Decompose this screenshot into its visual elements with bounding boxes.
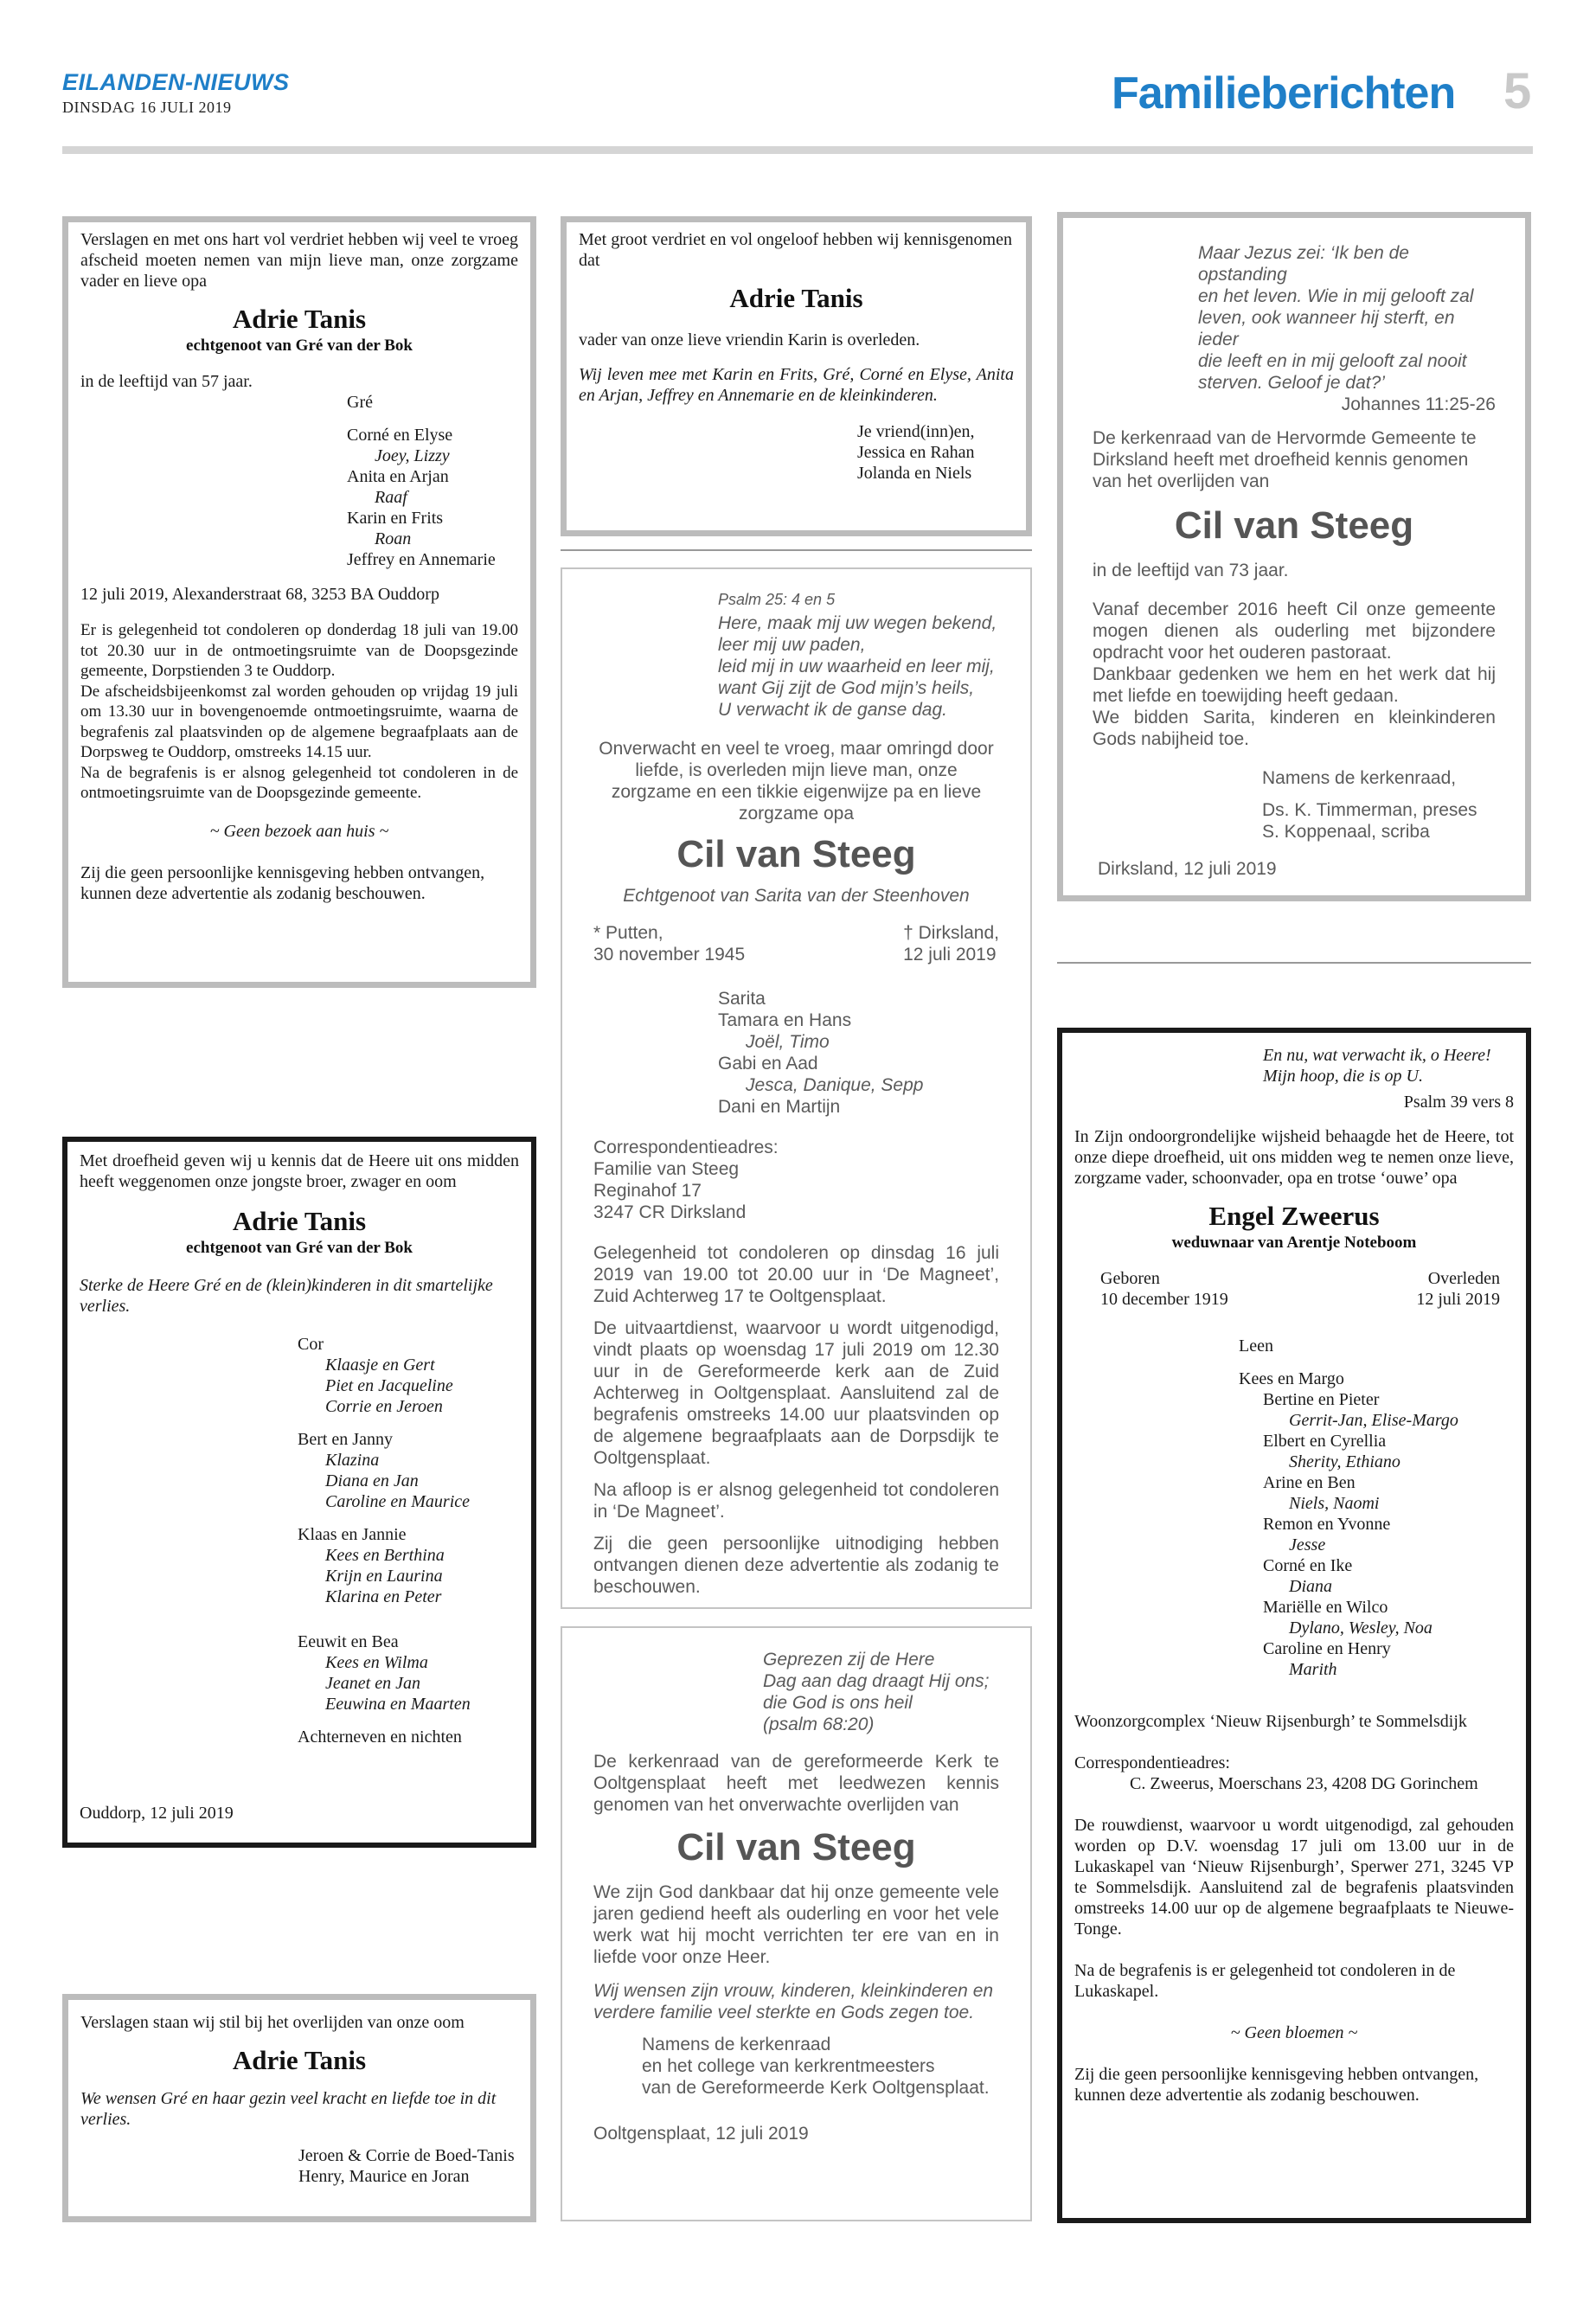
verse-text — [718, 612, 999, 721]
family-list — [718, 988, 999, 1118]
deceased-name: Cil van Steeg — [676, 833, 916, 875]
list-line: Arine en Ben — [1263, 1473, 1356, 1492]
page-number: 5 — [1503, 63, 1532, 119]
closing-note: Zij die geen persoonlijke kennisgeving hebben ontvangen, kunnen deze advertentie als zodanig beschouwen. — [80, 862, 485, 903]
place-date: Ooltgensplaat, 12 juli 2019 — [593, 2124, 809, 2144]
list-line: leven, ook wanneer hij sterft, en ieder — [1198, 308, 1455, 349]
deceased-name: Engel Zweerus — [1208, 1201, 1380, 1231]
list-line: Piet en Jacqueline — [325, 1376, 453, 1395]
list-line: 3247 CR Dirksland — [593, 1202, 747, 1222]
list-line: Diana en Jan — [325, 1471, 419, 1490]
death-date: 12 juli 2019 — [903, 945, 997, 965]
deceased-name: Adrie Tanis — [232, 1206, 367, 1236]
list-line: Geprezen zij de Here — [763, 1650, 935, 1670]
list-line: Gabi en Aad — [718, 1054, 818, 1074]
announcement-engel-zweerus — [1057, 1028, 1531, 2223]
announcement-intro: Verslagen staan wij stil bij het overlijden van onze oom — [80, 2013, 465, 2032]
signers — [857, 421, 1014, 484]
place-date: Ouddorp, 12 juli 2019 — [80, 1804, 234, 1823]
signers — [1262, 799, 1496, 843]
verse-reference: Johannes 11:25-26 — [1341, 394, 1496, 414]
list-line: Maar Jezus zei: ‘Ik ben de opstanding — [1198, 243, 1409, 285]
list-line: want Gij zijt de God mijn’s heils, — [718, 678, 975, 698]
list-line: Henry, Maurice en Joran — [298, 2167, 470, 2186]
list-line: Kees en Margo — [1239, 1369, 1344, 1388]
closing-note: Zij die geen persoonlijke uitnodiging hebben ontvangen dienen deze advertentie als zodanig te beschouwen. — [593, 1534, 999, 1597]
service-info: De uitvaartdienst, waarvoor u wordt uitgenodigd, vindt plaats op woensdag 17 juli 2019 om 12.30 uur in de Gereformeerde kerk aan de Zuid Achterweg in Ooltgensplaat. Aansluitend zal de begrafenis omstreeks 14.00 uur plaatsvinden op de algemene begraafplaats aan de Dorpsdijk te Ooltgensplaat. — [593, 1318, 999, 1468]
announcement-adrie-tanis-siblings — [62, 1137, 536, 1848]
list-line — [1239, 1356, 1514, 1368]
residence: Woonzorgcomplex ‘Nieuw Rijsenburgh’ te Sommelsdijk — [1074, 1712, 1467, 1731]
deceased-name: Adrie Tanis — [232, 2045, 367, 2075]
born-date: 10 december 1919 — [1100, 1290, 1228, 1309]
list-line: Krijn en Laurina — [325, 1567, 443, 1586]
list-line: Dag aan dag draagt Hij ons; — [763, 1671, 990, 1691]
list-line: Tamara en Hans — [718, 1010, 852, 1030]
list-line: Raaf — [375, 488, 407, 507]
closing-note: Zij die geen persoonlijke kennisgeving hebben ontvangen, kunnen deze advertentie als zodanig beschouwen. — [1074, 2065, 1479, 2105]
list-line — [298, 1512, 519, 1524]
death-info — [903, 922, 999, 965]
list-line: Niels, Naomi — [1289, 1494, 1380, 1513]
announcement-intro: De kerkenraad van de Hervormde Gemeente te Dirksland heeft met droefheid kennis genomen van het overlijden van — [1093, 428, 1477, 491]
died-date: 12 juli 2019 — [1416, 1290, 1500, 1309]
announcement-intro: Met droefheid geven wij u kennis dat de Heere uit ons midden heeft weggenomen onze jongste broer, zwager en oom — [80, 1151, 519, 1191]
announcement-adrie-tanis-nephew — [62, 1994, 536, 2222]
announcement-cil-van-steeg-church — [561, 1626, 1032, 2221]
verse-text — [763, 1649, 999, 1735]
list-line: Dani en Martijn — [718, 1097, 841, 1117]
deceased-spouse: echtgenoot van Gré van der Bok — [186, 336, 413, 355]
issue-date: DINSDAG 16 JULI 2019 — [62, 99, 232, 116]
no-flowers-note: ~ Geen bloemen ~ — [1230, 2023, 1358, 2042]
list-line: Gerrit-Jan, Elise-Margo — [1289, 1411, 1458, 1430]
correspondence-address — [593, 1158, 999, 1223]
list-line: Roan — [375, 529, 412, 548]
list-line: Here, maak mij uw wegen bekend, — [718, 613, 997, 633]
list-line: Corrie en Jeroen — [325, 1397, 443, 1416]
list-line: Kees en Berthina — [325, 1546, 445, 1565]
deceased-spouse: Echtgenoot van Sarita van der Steenhoven — [623, 886, 970, 906]
verse-reference: Psalm 39 vers 8 — [1403, 1093, 1514, 1112]
correspondence-address: C. Zweerus, Moerschans 23, 4208 DG Gorinchem — [1130, 1774, 1478, 1793]
signers-label: Namens de kerkenraad, — [1262, 768, 1457, 788]
list-line: Jeffrey en Annemarie — [347, 550, 496, 569]
list-line: Mariëlle en Wilco — [1263, 1598, 1388, 1617]
list-line: Reginahof 17 — [593, 1181, 702, 1201]
list-line — [298, 1619, 519, 1631]
deceased-spouse: weduwnaar van Arentje Noteboom — [1171, 1234, 1417, 1252]
family-list — [298, 1334, 519, 1747]
funeral-details: Er is gelegenheid tot condoleren op donderdag 18 juli van 19.00 tot 20.30 uur in de ontmoetingsruimte van de Doopsgezinde gemeente, Dorpstienden 3 te Ouddorp. De afscheidsbijeenkomst zal worden gehouden op vrijdag 19 juli om 13.30 uur in bovengenoemde ontmoetingsruimte, waarna de begrafenis zal plaatsvinden op de algemene begraafplaats aan de Dorpsweg te Ouddorp, omstreeks 14.15 uur. Na de begrafenis is er alsnog gelegenheid tot condoleren in de ontmoetingsruimte van de Doopsgezinde gemeente. — [80, 621, 518, 802]
list-line: Klarina en Peter — [325, 1587, 442, 1606]
deceased-age: in de leeftijd van 57 jaar. — [80, 372, 253, 391]
list-line — [347, 413, 518, 425]
list-line: En nu, wat verwacht ik, o Heere! — [1263, 1046, 1491, 1065]
tribute-text: We zijn God dankbaar dat hij onze gemeente vele jaren gediend heeft als ouderling en voor het vele werk wat hij mocht verrichten ter ere van en in liefde voor onze Heer. — [593, 1882, 999, 1967]
list-line: Dylano, Wesley, Noa — [1289, 1618, 1433, 1638]
list-line: Caroline en Maurice — [325, 1492, 471, 1511]
deceased-name: Cil van Steeg — [676, 1826, 916, 1868]
list-line: Marith — [1289, 1660, 1337, 1679]
condolence-wish: We wensen Gré en haar gezin veel kracht en liefde toe in dit verlies. — [80, 2089, 497, 2129]
announcement-intro: Onverwacht en veel te vroeg, maar omringd door liefde, is overleden mijn lieve man, onze zorgzame en een tikkie eigenwijze pa en lieve zorgzame opa — [599, 739, 994, 824]
newspaper-logo: EILANDEN-NIEUWS — [62, 69, 290, 95]
list-line: van de Gereformeerde Kerk Ooltgensplaat. — [642, 2078, 990, 2098]
list-line: sterven. Geloof je dat?’ — [1198, 373, 1385, 393]
relation-text: vader van onze lieve vriendin Karin is overleden. — [579, 330, 920, 349]
list-line: die leeft en in mij gelooft zal nooit — [1198, 351, 1467, 371]
list-line: Je vriend(inn)en, — [857, 422, 975, 441]
condolence-wish: Wij wensen zijn vrouw, kinderen, kleinkinderen en verdere familie veel sterkte en Gods zegen toe. — [593, 1981, 994, 2022]
list-line: Sarita — [718, 989, 766, 1009]
list-line: en het college van kerkrentmeesters — [642, 2056, 935, 2076]
death-info — [1416, 1268, 1500, 1310]
list-line: Achterneven en nichten — [298, 1727, 462, 1747]
deceased-age: in de leeftijd van 73 jaar. — [1093, 561, 1289, 580]
deceased-spouse: echtgenoot van Gré van der Bok — [186, 1239, 413, 1257]
list-line: Kees en Wilma — [325, 1653, 428, 1672]
list-line: Bertine en Pieter — [1263, 1390, 1380, 1409]
list-line: Leen — [1239, 1336, 1273, 1356]
list-line: Ds. K. Timmerman, preses — [1262, 800, 1477, 820]
list-line: Gré — [347, 393, 373, 412]
list-line: Remon en Yvonne — [1263, 1515, 1391, 1534]
announcement-cil-van-steeg-hervormd — [1057, 212, 1531, 901]
column-divider — [561, 549, 1032, 551]
family-list — [347, 392, 518, 570]
list-line: Corné en Ike — [1263, 1556, 1353, 1575]
list-line: leer mij uw paden, — [718, 635, 866, 655]
list-line: Mijn hoop, die is op U. — [1263, 1067, 1423, 1086]
list-line: Anita en Arjan — [347, 467, 449, 486]
tribute-text: Vanaf december 2016 heeft Cil onze gemeente mogen dienen als ouderling met bijzondere opdracht voor het ouderen pastoraat. Dankbaar gedenken we hem en het werk dat hij met liefde en toewijding heeft gedaan. We bidden Sarita, kinderen en kleinkinderen Gods nabijheid toe. — [1093, 599, 1496, 749]
place-date: Dirksland, 12 juli 2019 — [1098, 859, 1277, 879]
list-line — [298, 1715, 519, 1727]
list-line: Corné en Elyse — [347, 426, 453, 445]
announcement-cil-van-steeg-family — [561, 567, 1032, 1609]
verse-text — [1198, 242, 1496, 394]
list-line: die God is ons heil — [763, 1693, 913, 1713]
list-line: Bert en Janny — [298, 1430, 393, 1449]
home-address: 12 juli 2019, Alexanderstraat 68, 3253 BA Ouddorp — [80, 585, 439, 604]
death-place: † Dirksland, — [903, 923, 999, 943]
deceased-name: Adrie Tanis — [232, 304, 367, 334]
list-line — [298, 1607, 519, 1619]
list-line: Jeanet en Jan — [325, 1674, 420, 1693]
announcement-adrie-tanis-family — [62, 216, 536, 988]
list-line: U verwacht ik de ganse dag. — [718, 700, 947, 720]
list-line: Klazina — [325, 1451, 380, 1470]
signers — [298, 2145, 518, 2187]
list-line: Diana — [1289, 1577, 1332, 1596]
list-line: Jesse — [1289, 1535, 1326, 1554]
list-line: (psalm 68:20) — [763, 1715, 875, 1734]
list-line: Karin en Frits — [347, 509, 444, 528]
list-line: Cor — [298, 1335, 324, 1354]
no-visit-note: ~ Geen bezoek aan huis ~ — [209, 821, 389, 841]
birth-date: 30 november 1945 — [593, 945, 746, 965]
list-line: Jeroen & Corrie de Boed-Tanis — [298, 2146, 515, 2165]
list-line: Klaas en Jannie — [298, 1525, 407, 1544]
list-line: Klaasje en Gert — [325, 1356, 435, 1375]
after-service-info: Na afloop is er alsnog gelegenheid tot condoleren in ‘De Magneet’. — [593, 1480, 999, 1522]
list-line: en het leven. Wie in mij gelooft zal — [1198, 286, 1474, 306]
birth-death-row — [1100, 1268, 1500, 1310]
announcement-intro: In Zijn ondoorgrondelijke wijsheid behaagde het de Heere, tot onze diepe droefheid, uit ons midden weg te nemen onze lieve, zorgzame vader, schoonvader, opa en trotse ‘ouwe’ opa — [1074, 1127, 1514, 1188]
verse-reference: Psalm 25: 4 en 5 — [718, 591, 836, 608]
signers — [642, 2034, 999, 2099]
list-line: Caroline en Henry — [1263, 1639, 1391, 1658]
born-label: Geboren — [1100, 1269, 1160, 1288]
family-list — [1239, 1336, 1514, 1680]
verse-text — [1263, 1045, 1514, 1086]
list-line: S. Koppenaal, scriba — [1262, 822, 1430, 842]
after-service-info: Na de begrafenis is er gelegenheid tot condoleren in de Lukaskapel. — [1074, 1961, 1456, 2001]
list-line: Eeuwina en Maarten — [325, 1695, 471, 1714]
announcement-intro: Verslagen en met ons hart vol verdriet hebben wij veel te vroeg afscheid moeten nemen van mijn lieve man, onze zorgzame vader en lieve opa — [80, 230, 518, 291]
list-line: Eeuwit en Bea — [298, 1632, 399, 1651]
condolence-wish: Sterke de Heere Gré en de (klein)kinderen in dit smartelijke verlies. — [80, 1276, 493, 1316]
service-info: De rouwdienst, waarvoor u wordt uitgenodigd, zal gehouden worden op D.V. woensdag 17 juli om 13.00 uur in de Lukaskapel van ‘Nieuw Rijsenburgh’, Sperwer 271, 3245 VP te Sommelsdijk. Aansluitend zal de begrafenis plaatsvinden omstreeks 14.00 uur op de algemene begraafplaats te Nieuwe-Tonge. — [1074, 1816, 1514, 1939]
birth-death-row — [593, 922, 999, 965]
condolence-info: Gelegenheid tot condoleren op dinsdag 16 juli 2019 van 19.00 tot 20.00 uur in ‘De Magneet’, Zuid Achterweg 17 te Ooltgensplaat. — [593, 1243, 999, 1306]
list-line: Jesca, Danique, Sepp — [746, 1075, 924, 1095]
list-line: Namens de kerkenraad — [642, 2035, 831, 2054]
list-line: Familie van Steeg — [593, 1159, 740, 1179]
list-line: Elbert en Cyrellia — [1263, 1432, 1387, 1451]
deceased-name: Cil van Steeg — [1174, 504, 1414, 547]
announcement-intro: Met groot verdriet en vol ongeloof hebben wij kennisgenomen dat — [579, 230, 1012, 270]
list-line — [298, 1417, 519, 1429]
list-line: Jessica en Rahan — [857, 443, 975, 462]
list-line: Sherity, Ethiano — [1289, 1452, 1401, 1471]
announcement-adrie-tanis-friends — [561, 216, 1032, 536]
correspondence-label: Correspondentieadres: — [1074, 1753, 1230, 1772]
column-divider — [1057, 962, 1531, 964]
list-line: Joël, Timo — [746, 1032, 830, 1052]
list-line: Jolanda en Niels — [857, 464, 972, 483]
birth-info — [593, 922, 745, 965]
deceased-name: Adrie Tanis — [729, 283, 863, 313]
correspondence-label: Correspondentieadres: — [593, 1138, 779, 1157]
died-label: Overleden — [1427, 1269, 1500, 1288]
header-divider — [62, 146, 1533, 154]
list-line: leid mij in uw waarheid en leer mij, — [718, 657, 995, 676]
announcement-intro: De kerkenraad van de gereformeerde Kerk te Ooltgensplaat heeft met leedwezen kennis genomen van het onverwachte overlijden van — [593, 1752, 999, 1815]
condolence-wish: Wij leven mee met Karin en Frits, Gré, Corné en Elyse, Anita en Arjan, Jeffrey en Annemarie en de kleinkinderen. — [579, 365, 1014, 405]
list-line: Joey, Lizzy — [375, 446, 450, 465]
birth-info — [1100, 1268, 1228, 1310]
section-title: Familieberichten — [1112, 68, 1456, 119]
birth-place: * Putten, — [593, 923, 663, 943]
